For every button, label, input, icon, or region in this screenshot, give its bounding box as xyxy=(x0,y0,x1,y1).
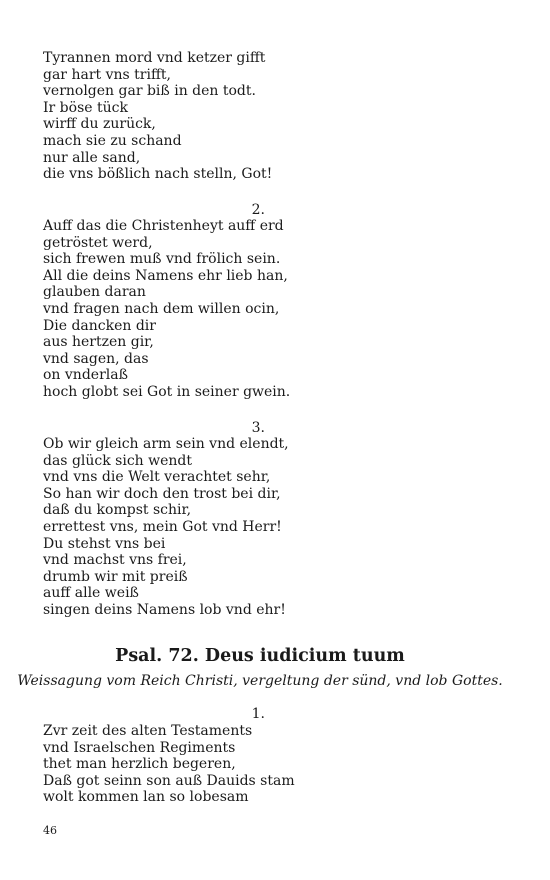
verse-line: vernolgen gar biß in den todt. xyxy=(43,83,256,100)
stanza-number: 1. xyxy=(251,706,265,722)
verse-line: hoch globt sei Got in seiner gwein. xyxy=(43,383,291,400)
verse-line: vnd vns die Welt verachtet sehr, xyxy=(43,469,271,486)
verse-line: glauben daran xyxy=(43,284,146,301)
stanza-intro xyxy=(43,50,273,183)
verse-line: gar hart vns trifft, xyxy=(43,66,171,83)
verse-line: mach sie zu schand xyxy=(43,132,182,149)
verse-line: vnd fragen nach dem willen ocin, xyxy=(43,300,280,317)
verse-line: So han wir doch den trost bei dir, xyxy=(43,485,281,502)
verse-line: Ob wir gleich arm sein vnd elendt, xyxy=(43,436,289,452)
verse-line: die vns bößlich nach stelln, Got! xyxy=(43,166,273,183)
verse-line: auff alle weiß xyxy=(43,585,139,602)
verse-line: nur alle sand, xyxy=(43,149,141,166)
stanza-3 xyxy=(43,436,289,619)
verse-line: Zvr zeit des alten Testaments xyxy=(43,723,253,739)
page-number: 46 xyxy=(43,824,57,837)
verse-line: Auff das die Christenheyt auff erd xyxy=(43,218,284,234)
verse-line: das glück sich wendt xyxy=(43,452,193,469)
verse-line: All die deins Namens ehr lieb han, xyxy=(43,267,288,284)
stanza-number: 3. xyxy=(251,420,265,436)
stanza-number: 2. xyxy=(251,202,265,218)
verse-line: vnd machst vns frei, xyxy=(43,552,187,569)
verse-line: getröstet werd, xyxy=(43,234,153,251)
verse-line: errettest vns, mein Got vnd Herr! xyxy=(43,518,282,535)
verse-line: sich frewen muß vnd frölich sein. xyxy=(43,251,281,268)
verse-line: Ir böse tück xyxy=(43,99,128,116)
verse-line: wolt kommen lan so lobesam xyxy=(43,789,249,806)
verse-line: thet man herzlich begeren, xyxy=(43,756,236,773)
verse-line: vnd Israelschen Regiments xyxy=(43,739,236,756)
verse-line: aus hertzen gir, xyxy=(43,334,154,351)
verse-line: Die dancken dir xyxy=(43,317,156,334)
verse-line: Tyrannen mord vnd ketzer gifft xyxy=(43,50,266,66)
stanza-2 xyxy=(43,218,291,401)
verse-line: wirff du zurück, xyxy=(43,116,156,133)
verse-line: drumb wir mit preiß xyxy=(43,568,188,585)
psalm-stanza-1 xyxy=(43,723,295,806)
verse-line: vnd sagen, das xyxy=(43,350,149,367)
verse-line: daß du kompst schir, xyxy=(43,502,192,519)
psalm-heading: Psal. 72. Deus iudicium tuum xyxy=(115,646,405,666)
verse-line: Du stehst vns bei xyxy=(43,535,166,552)
verse-line: Daß got seinn son auß Dauids stam xyxy=(43,772,295,789)
verse-line: on vnderlaß xyxy=(43,367,128,384)
verse-line: singen deins Namens lob vnd ehr! xyxy=(43,601,286,618)
psalm-subtitle: Weissagung vom Reich Christi, vergeltung der sünd, vnd lob Gottes. xyxy=(17,673,503,689)
